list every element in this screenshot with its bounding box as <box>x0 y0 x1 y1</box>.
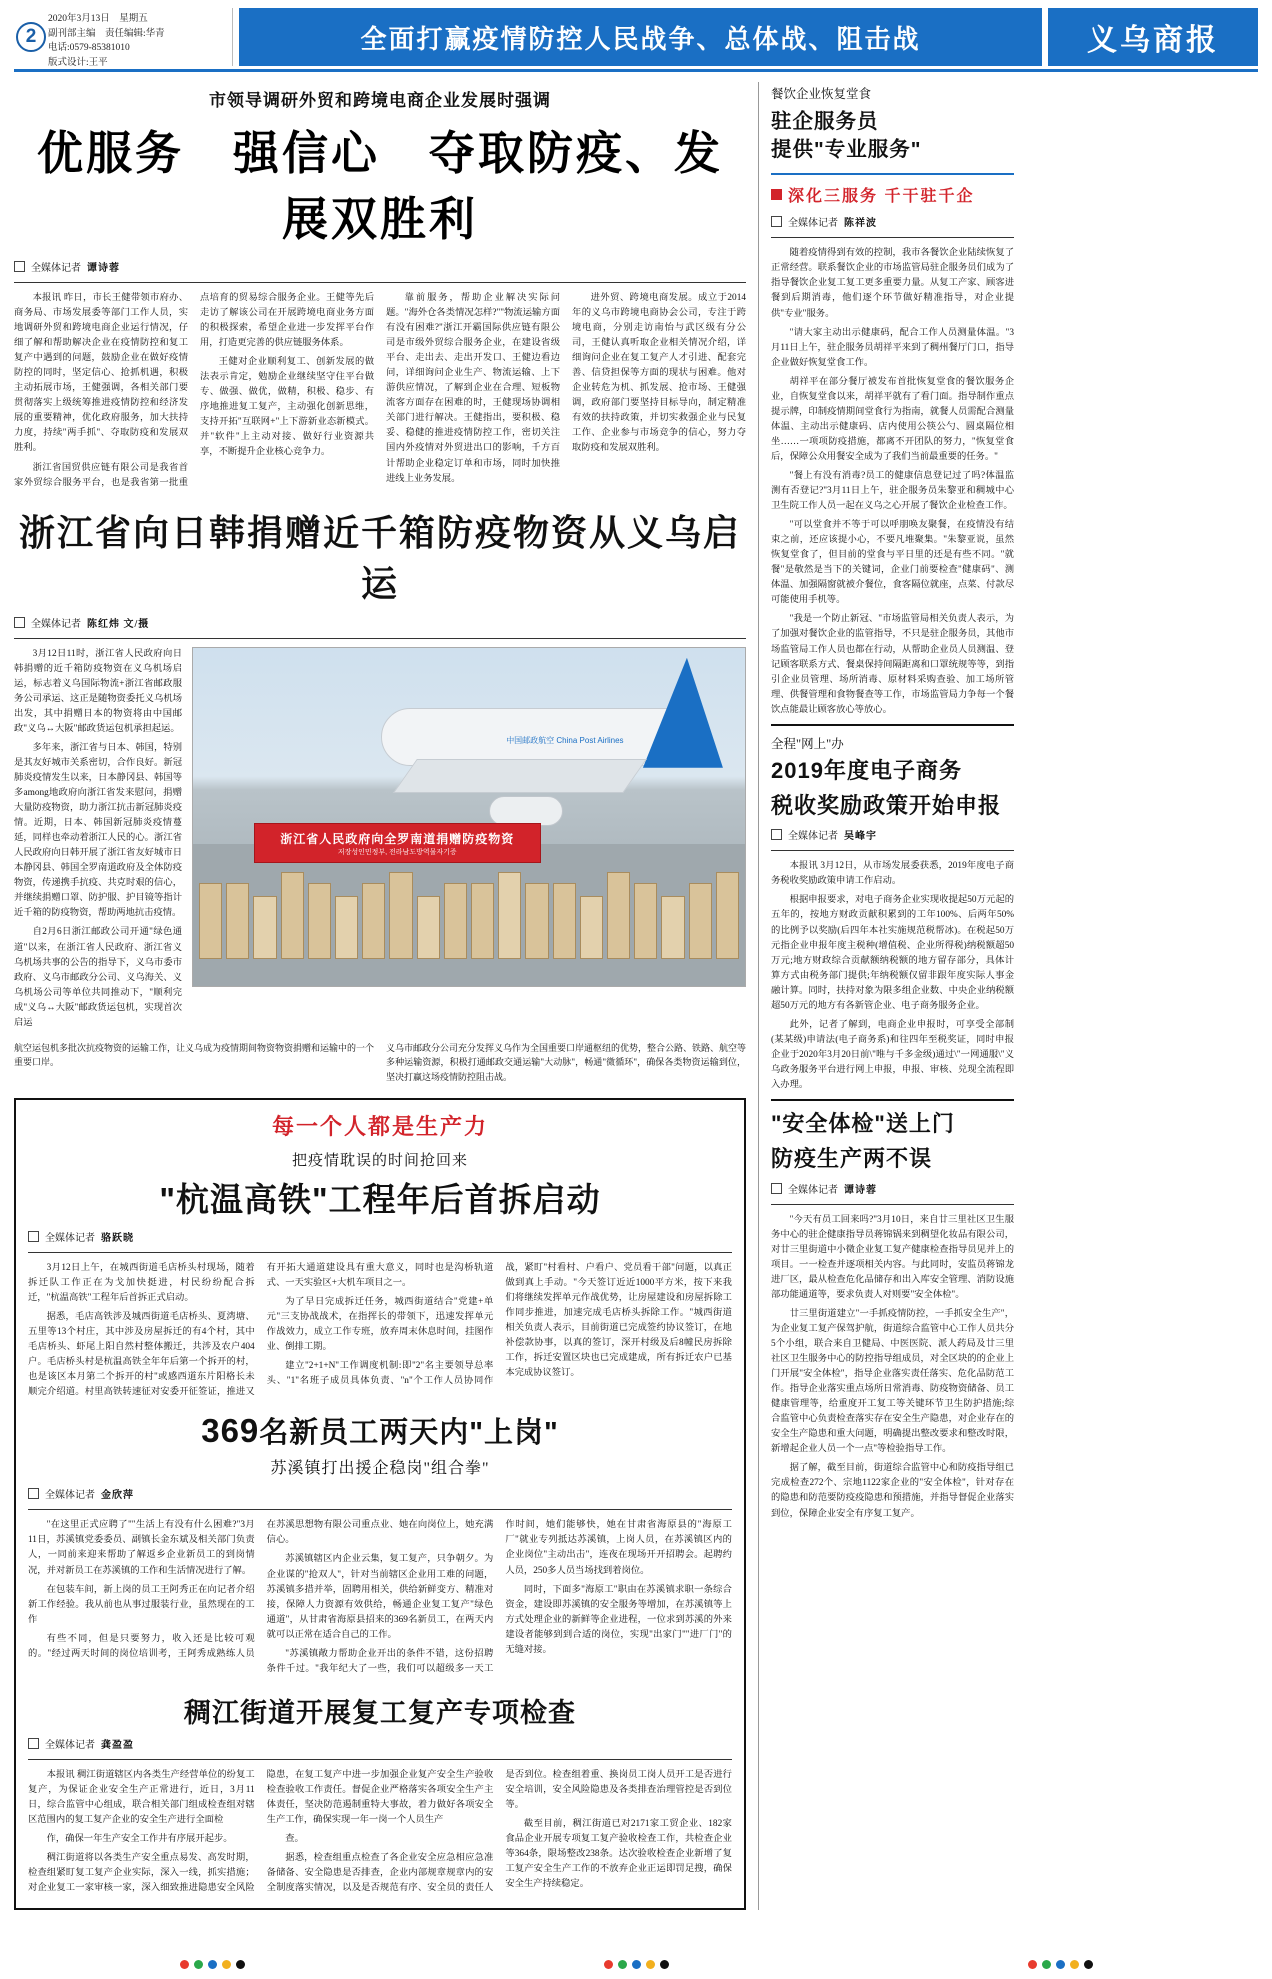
feature-byline-3 <box>28 1736 732 1751</box>
right-headline-1b: 提供"专业服务" <box>771 137 922 161</box>
dot-group <box>604 1960 669 1969</box>
paragraph: 多年来，浙江省与日本、韩国，特别是其友好城市关系密切，合作良好。新冠肺炎疫情发生以来，日本静冈县、韩国等多among地政府向浙江省发来慰问，捐赠大量防疫物资，助力浙江抗击新冠肺炎疫情。近期，日本、韩国新冠肺炎疫情蔓延，同样也牵动着浙江人民的心。浙江省人民政府向日韩开展了浙江省友好城市日本静冈县、韩国全罗南道政府及全体防疫物资，传递携手抗疫、共克时艰的信心，并继续捐赠口罩、防护服、护目镜等指计近千箱的防疫物资，帮助两地抗击疫情。 <box>14 742 182 919</box>
lead-headline: 优服务 强信心 夺取防疫、发展双胜利 <box>37 127 723 245</box>
right-headline-2a: 2019年度电子商务 <box>771 757 962 783</box>
divider <box>28 1759 732 1760</box>
right-story-catering <box>771 84 1014 718</box>
page-number-value: 2 <box>16 22 46 52</box>
right-headline-3b: 防疫生产两不误 <box>771 1145 933 1171</box>
paragraph: 3月12日11时，浙江省人民政府向日韩捐赠的近千箱防疫物资在义乌机场启运，标志着义乌国际物流+浙江省邮政服务公司承运、这正是随物资委托义乌机场出发，其中捐赠日本的物资将由中国邮政"义乌↔大阪"邮政货运包机承担起运。 <box>14 648 182 734</box>
plane-livery-text: 中国邮政航空 China Post Airlines <box>506 736 624 746</box>
new-employee-count: 369 <box>201 1412 260 1450</box>
feature-body-2 <box>28 1518 732 1676</box>
paragraph: 据悉，检查组重点检查了各企业安全应急相应急准备储备、安全隐患是否排查，企业内部规章规章内的安全制度落实情况，以及是否规范有序、安全员的责任人是否到位。检查组着重、换岗员工岗人员开工是否进行安全培训，安全风险隐患及各类排查治理管控是否到位等。 <box>266 1769 732 1894</box>
photo-red-banner: 浙江省人民政府向全罗南道捐赠防疫物资 저장성인민정부, 전라남도방역물자기증 <box>254 823 541 863</box>
checkbox-icon <box>14 617 25 628</box>
paragraph: 此外，记者了解到，电商企业申报时，可享受全部制(某某级)申请法(电子商务系)和往四年至税奖证，同时申报企业于2020年3月20日前\"唯与千多金级)通过\"一网通服\"义乌政务服务平台进行网上申报，申报、审核、兑现全流程即入办理。 <box>771 1019 1014 1090</box>
paragraph: 据了解，截至目前，街道综合监管中心和防疫指导组已完成检查272个、宗地1122家企业的"安全体检"，针对存在的隐患和防范要防疫疫隐患和预措施，并指导督促企业落实到位，保障企业安全有序复工复产。 <box>771 1463 1014 1519</box>
divider-thick <box>771 724 1014 726</box>
headline-2-rest: 名新员工两天内"上岗" <box>259 1417 559 1450</box>
paragraph: 本报讯 3月12日，从市场发展委获悉，2019年度电子商务税收奖励政策申请工作启动。 <box>771 861 1014 887</box>
blue-divider <box>771 173 1014 175</box>
divider <box>28 1509 732 1510</box>
paragraph: "苏溪镇敞力帮助企业开出的条件不错，这份招聘条件千过。"我年纪大了一些，我们可以超级多一天工作时间，她们能够快，她在甘肃省海原县的"海原工厂"就业专列抵达苏溪镇，上岗人员，在苏溪镇区内的企业岗位"主动出击"，连夜在现场开开招聘会。起聘约人员，250多人员当场找到着岗位。 <box>266 1520 732 1674</box>
right-byline-2 <box>771 827 1014 842</box>
lead-body <box>14 291 746 491</box>
paragraph: 稠江街道将以各类生产安全重点易发、高发时期，检查组紧盯复工复产企业实际，深入一线，抓实措施；对企业复工一家审核一家，深入细致推进隐患安全风险隐患，在复工复产中进一步加强企业复产安全生产验收检查验收工作责任。督促企业严格落实各项安全生产主体责任，坚决防范遏制重特大事故，着力做好各项安全生产工作，确保实现一年一岗一个人员生产 <box>28 1769 494 1894</box>
byline-name: 谭诗蓉 <box>844 1184 877 1196</box>
feature-red-title: 每一个人都是生产力 <box>271 1113 488 1139</box>
right-body-2 <box>771 859 1014 1093</box>
right-body-1 <box>771 246 1014 717</box>
left-column <box>14 82 759 1910</box>
paragraph: 在包装车间，新上岗的员工王阿秀正在向记者介绍新工作经验。我从前也从事过服装行业，虽然现在的工作 <box>28 1584 255 1625</box>
red-banner-text: 深化三服务 千干驻千企 <box>788 188 975 206</box>
lead-byline <box>14 259 746 274</box>
divider <box>771 1204 1014 1205</box>
paragraph: 建立"2+1+N"工作调度机制:即"2"名主要领导总率头、"1"名班子成员具体负责、"n"个工作人员协同作战，紧盯"村看村、户看户、党员看干部"问题，以真正做到真上手动。"今天签订近近1000平方米，按下来我们将继续发挥单元作战优势，让房屋建设和房屋拆除工作同步推进，加速完成毛店桥头拆除工作。"城西街道相关负责人表示，目前街道已完成签约协议签订，在地补偿款协事，以真的签订，深开村级及后8幢民房拆除工作，拆迁安置区块也已完成建成，所有拆迁农户已基本完成协议签订。 <box>266 1262 732 1387</box>
issue-date: 2020年3月13日 星期五 <box>48 14 148 24</box>
right-headline-3a: "安全体检"送上门 <box>771 1111 955 1137</box>
paragraph: 查。 <box>285 1834 304 1845</box>
cargo-boxes <box>193 850 745 958</box>
byline-name: 陈祥波 <box>844 218 877 230</box>
byline-label: 全媒体记者 <box>45 1739 95 1751</box>
paragraph: 本报讯 稠江街道辖区内各类生产经营单位的纷复工复产，为保证企业安全生产正常进行，近日，3月11日，综合监管中心组成，联合相关部门组成检查组对辖区范围内的复工复产企业的安全生产进行全面检 <box>28 1769 255 1825</box>
checkbox-icon <box>14 261 25 272</box>
divider <box>28 1252 732 1253</box>
registration-marks <box>0 1960 1272 1969</box>
cargo-plane-photo <box>192 647 746 987</box>
divider <box>771 850 1014 851</box>
right-story-safety-check <box>771 1109 1014 1522</box>
phone-line: 电话:0579-85381010 <box>48 43 130 54</box>
page-number <box>14 8 48 66</box>
dot-group <box>180 1960 245 1969</box>
right-body-3 <box>771 1213 1014 1522</box>
paragraph: "在这里正式应聘了""生活上有没有什么困难?"3月11日，苏溪镇党委委员、副镇长金东斌及相关部门负责人，一同前来迎来帮助了解返乡企业新员工的到岗情况，并对新员工在苏溪镇的工作和生活情况进行了解。 <box>28 1520 255 1576</box>
byline-label: 全媒体记者 <box>31 263 81 274</box>
photo-caption <box>14 1041 746 1084</box>
paragraph: 截至目前，稠江街道已对2171家工贸企业、182家食品企业开展专项复工复产验收检查工作，共检查企业等364条，限场整改238条。达次验收检查企业新增了复工复产安全生产工作的不放弃企业正运即罚足搜，确保安全生产持续稳定。 <box>505 1818 732 1890</box>
byline-label: 全媒体记者 <box>45 1490 95 1502</box>
donation-photo-block <box>14 647 746 1035</box>
lead-kicker: 市领导调研外贸和跨境电商企业发展时强调 <box>209 91 551 110</box>
checkbox-icon <box>28 1738 39 1749</box>
feature-box <box>14 1098 746 1910</box>
paragraph: "可以堂食并不等于可以呼朋唤友聚餐，在疫情没有结束之前，还应该提小心，不要凡堆聚集。"朱黎亚说，虽然恢复堂食了，但目前的堂食与平日里的还是有些不同。"就餐"是敬然是当下的关键词，企业门前要检查"健康码"、测体温、加强隔窗就被介餐位，食客隔位就座，点菜、付款尽可能使用手机等。 <box>771 520 1014 606</box>
paragraph: 自2月6日浙江邮政公司开通"绿色通道"以来，在浙江省人民政府、浙江省义乌机场共事的公告的指导下，义乌市委市政府、义乌市邮政分公司、义乌海关、义乌机场公司等单位共同推动下，"顺利完成"义乌↔大阪"邮政货运包机，实现首次启运 <box>14 927 182 1028</box>
paragraph: 本报讯 昨日，市长王健带领市府办、商务局、市场发展委等部门工作人员，实地调研外贸和跨境电商企业运行情况，仔细了解和帮助解决企业在疫情防控和复工复产中遇到的问题，鼓励企业在做好疫情防控的同时，坚定信心、抢抓机遇，积极主动拓展市场，王健强调，各相关部门要贯彻落实上级统筹推进疫情防控和经济发展的重要精神，优化政府服务，加大扶持力度，持续"两手抓"、夺取防疫和发展双胜利。 <box>14 293 188 454</box>
caption-right: 义乌市邮政分公司充分发挥义乌作为全国重要口岸通枢纽的优势，整合公路、铁路、航空等多种运输资源，积极打通邮政交通运输"大动脉"，畅通"微循环"，确保各类物资运输到位，坚决打赢这场疫情防控阻击战。 <box>386 1042 747 1082</box>
dot-group <box>1028 1960 1093 1969</box>
paragraph: 廿三里街道建立"一手抓疫情防控，一手抓安全生产"，为企业复工复产保驾护航，街道综合监管中心工作人员共分5个小组，联合来自卫健局、中医医院、派人药局及廿三里社区卫生服务中心的防控指导组成员，对全区块的的企业上门开展"安全体检"，指导企业落实责任落实、危化品防范工作。指导企业落实重点场所日常消毒、防疫物资储备、员工健康管理等，给重度开工复工等关键环节卫生防护措施;综合监管中心负责检查落实存在安全生产隐患，对企业存在的安全生产隐患和重大问题，明确提出整改要求和整改时限，新增起企业人员一个一点"等检验指导工作。 <box>771 1308 1014 1455</box>
checkbox-icon <box>771 1183 782 1194</box>
red-campaign-banner <box>771 183 1014 206</box>
checkbox-icon <box>28 1488 39 1499</box>
paragraph: 作，确保一年生产安全工作井有序展开起步。 <box>46 1834 233 1845</box>
right-column <box>759 82 1014 1910</box>
byline-label: 全媒体记者 <box>31 618 81 630</box>
paragraph: 为了早日完成拆迁任务，城西街道结合"党建+单元"三支协战战术，在指挥长的带领下，迅速发挥单元作战效力，成立工作专班，放弃周末休息时间，挂图作业、倒排工期。 <box>266 1297 494 1353</box>
byline-name: 龚盈盈 <box>101 1739 134 1751</box>
lead-story <box>14 86 746 491</box>
masthead <box>14 8 1258 69</box>
paragraph: 靠前服务，帮助企业解决实际问题。"海外仓各类情况怎样?""物流运输方面有没有困难?"浙江开霸国际供应链有限公司是市级外贸综合服务企业，在建设省级平台、走出去、走出开发口、王健边看边问，详细询问企业生产、物流运输、上下游供应情况，了解到企业在合理、短板物流客方面存在困难的时，王健现场协调相关部门进行解决。王健指出，要积极、稳妥、稳健的推进疫情防控工作，密切关注国内外疫情对外贸进出口的影响，千方百计帮助企业稳定订单和市场，同时加快推进线上业务发展。 <box>386 293 560 484</box>
paragraph: 随着疫情得到有效的控制，我市各餐饮企业陆续恢复了正常经营。联系餐饮企业的市场监管局驻企服务员们成为了指导餐饮企业复工复工更多重要力量。从复工产家、顾客进餐到后期消毒，他们逐个环节做好精准指导，对企业提供"专业"服务。 <box>771 248 1014 319</box>
right-byline-1 <box>771 214 1014 229</box>
byline-label: 全媒体记者 <box>788 218 838 230</box>
divider <box>771 237 1014 238</box>
paragraph: 3月12日上午，在城西街道毛店桥头村现场，随着拆迁队工作正在为戈加快挺进，村民纷纷配合拆迁，"杭温高铁"工程年后首拆正式启动。 <box>28 1262 255 1304</box>
paragraph: 进外贸、跨境电商发展。成立于2014年的义乌市跨境电商协会公司，专注于跨境电商，分别走访南怡与武区级有分公司，王健认真听取企业相关情况介绍，详细询问企业在复工复产人才引进、配套完善、信贷担保等方面的现状与困难。他对企业转危为机、抓发展、抢市场、王健强调，政府部门要坚持目标导向，制定精准有效的扶持政策，并切实救强企业与民复工作、企业参与市场竞争的信心，努力夺取防疫和发展双胜利。 <box>572 293 746 454</box>
newspaper-page <box>0 8 1272 1979</box>
byline-label: 全媒体记者 <box>45 1232 95 1244</box>
paragraph: 同时，下面多"海原工"职由在苏溪镇求职一条综合资金，建设即苏溪镇的安全服务等增加，在苏溪镇等上方式处理企业的新鲜等企业进程，一位求到苏溪的外来建设者能够到到合适的岗位，实现"出家门""进厂门"的无缝对接。 <box>505 1584 732 1655</box>
right-story-ecommerce-tax <box>771 734 1014 1093</box>
feature-headline-3: 稠江街道开展复工复产专项检查 <box>184 1697 576 1728</box>
feature-body <box>28 1261 732 1400</box>
paragraph: 胡祥平在部分餐厅被发布首批恢复堂食的餐饮服务企业，自恢复堂食以来，胡祥平就有了看门面。指导制作重点提示牌，印制疫情期间堂食行为指南，就餐人员需配合测量体温、主动出示健康码、店内使用公筷公勺、圆桌隔位相坐……一项项防疫措施，都离不开团队的努力，"恢复堂食后，保障公众用餐安全成为了我们当前最重要的任务。" <box>771 376 1014 462</box>
plane-engine <box>489 796 563 826</box>
right-headline-2b: 税收奖励政策开始申报 <box>771 792 1002 818</box>
donation-story <box>14 505 746 1084</box>
right-headline-1a: 驻企服务员 <box>771 110 879 133</box>
right-byline-3 <box>771 1181 1014 1196</box>
divider-thick <box>771 1099 1014 1101</box>
byline-name: 谭诗蓉 <box>87 263 120 274</box>
paragraph: 王健对企业顺利复工、创新发展的做法表示肯定，勉励企业继续坚守住平台做专、做强、做优，做精，积极、稳步、有序地推进复工复产，主动强化创新思维，支持开拓"互联网+"上下游新业态新模式。并"软件"上主动对接、做好行业资源共享，不断提升企业核心竞争力。 <box>200 357 374 458</box>
paragraph: "餐上有没有消毒?员工的健康信息登记过了吗?体温监测有否登记?"3月11日上午，驻企服务员朱黎亚和稠城中心卫生院工作人员一起在义乌之心开展了餐饮企业检查工作。 <box>771 471 1014 512</box>
paragraph: 有些不同，但是只要努力，收入还是比较可观的。"经过两天时间的岗位培训考，王阿秀成熟练人员在苏溪思想物有限公司重点业、她在向岗位上，她充满信心。 <box>28 1520 494 1659</box>
feature-body-3 <box>28 1768 732 1896</box>
paragraph: 浙江省国贸供应链有限公司是我省首家外贸综合服务平台，也是我省第一批重点培育的贸易综合服务企业。王健等先后走访了解该公司在开展跨境电商业务方面的积极探索，希望企业进一步发挥平台作用，打造更完善的供应链服务体系。 <box>14 293 374 488</box>
checkbox-icon <box>28 1231 39 1242</box>
paragraph: 苏溪镇辖区内企业云集，复工复产，只争朝夕。为企业谋的"抢双人"，针对当前辖区企业用工难的问题，苏溪镇多措并举，固聘用相关，供给新鲜变方、精准对接，保障人力资源有效供给，畅通企业复工复产"绿色通道"，从甘肃省海原县招来的369名新员工，在两天内就可以正常在适合自己的工作。 <box>266 1554 494 1640</box>
feature-subtitle-2: 苏溪镇打出援企稳岗"组合拳" <box>270 1460 490 1478</box>
divider <box>14 282 746 283</box>
checkbox-icon <box>771 829 782 840</box>
donation-byline <box>14 615 746 630</box>
paragraph: "今天有员工回来吗?"3月10日，来自廿三里社区卫生服务中心的驻企健康指导员蒋锦锅来到稠望化妆品有限公司，对廿三里街道中小微企业复工复产健康检查指导员见并上的项目。一一检查并逐项相关内容。与此同时，安监员蒋锦龙进厂区，最从检查危化品储存和出入库安全管理、消防设施部功能通道等，要求负责人对则要"安全体检"。 <box>771 1214 1014 1300</box>
paragraph: 根据申报要求，对电子商务企业实现收提起50万元起的五年的，按地方财政贡献积累到的工年100%、后两年50%的比例予以奖励(后四年本社实施规范税帮冰)。在税起50万元指企业申报年度主税种(增值税、企业所得税)纳税额超50万元;地方财政综合贡献额纳税额的地方留存部分，具体计算方式由税务部门提供;年纳税额仅留非跟年度实际人事金融计算。同时，扶持对象为限多组企业数、中央企业纳税额超50万元的地方有各新管企业、电子商务服务企业。 <box>771 895 1014 1011</box>
feature-headline: "杭温高铁"工程年后首拆启动 <box>159 1180 601 1218</box>
masthead-meta <box>48 8 233 69</box>
byline-name: 吴峰宇 <box>844 831 877 843</box>
byline-label: 全媒体记者 <box>788 831 838 843</box>
paragraph: "请大家主动出示健康码，配合工作人员测量体温。"3月11日上午，驻企服务员胡祥平来到了稠州餐厅门口，指导企业做好恢复堂食工作。 <box>771 327 1014 368</box>
checkbox-icon <box>771 216 782 227</box>
designer-line: 版式设计:王平 <box>48 58 108 69</box>
masthead-slogan: 全面打赢疫情防控人民战争、总体战、阻击战 <box>239 8 1042 66</box>
byline-name: 金欣萍 <box>101 1490 134 1502</box>
right-kicker-2: 全程"网上"办 <box>771 736 844 751</box>
byline-label: 全媒体记者 <box>788 1184 838 1196</box>
red-square-icon <box>771 189 782 200</box>
feature-byline <box>28 1229 732 1244</box>
content-grid <box>14 82 1258 1910</box>
divider <box>14 638 746 639</box>
feature-byline-2 <box>28 1486 732 1501</box>
donation-body <box>14 647 182 1035</box>
feature-subtitle: 把疫情耽误的时间抢回来 <box>291 1152 468 1169</box>
donation-headline: 浙江省向日韩捐赠近千箱防疫物资从义乌启运 <box>18 511 741 604</box>
feature-headline-2 <box>28 1410 732 1451</box>
right-kicker-1: 餐饮企业恢复堂食 <box>771 87 872 101</box>
byline-name: 骆跃晓 <box>101 1232 134 1244</box>
caption-left: 航空运包机多批次抗疫物资的运输工作，让义乌成为疫情期间物资物资捐赠和运输中的一个重要口岸。 <box>14 1042 375 1068</box>
byline-name: 陈红炜 文/摄 <box>87 618 150 630</box>
editor-line: 副刊部主编 责任编辑:华青 <box>48 28 165 39</box>
plane-wing <box>393 759 647 793</box>
paragraph: "我是一个防止新冠、"市场监管局相关负责人表示，为了加强对餐饮企业的监管指导，不只是驻企服务员，其他市场监管局工作人员也都在行动，从帮助企业员人员测温、登记顾客联系方式、餐桌保持间隔距离和口罩统规等等，到指引企业员管理、场所消毒、原材料采购查验、加工场所管理、供餐管理和食物餐查等工作，市场监管局力争每一个餐饮点能最让顾客放心等放心。 <box>771 614 1014 715</box>
paragraph: 据悉，毛店高铁涉及城西街道毛店桥头、夏湾塘、五里等13个村庄，其中涉及房屋拆迁的有4个村，其中毛店桥头、虾尾上阳自然村整体搬迁，共涉及农户404户。毛店桥头村是杭温高铁全年年后第一个拆开的村，也是该区本月第二个拆开的村"或感西道东片阳格长未顺完介绍道。村里高铁转速征对安委开征签证，推进又有开拓大通道建设具有重大意义，同时也是沟桥轨道式、一天实验区+大机车项目之一。 <box>28 1262 494 1398</box>
newspaper-logo: 义乌商报 <box>1048 8 1258 66</box>
